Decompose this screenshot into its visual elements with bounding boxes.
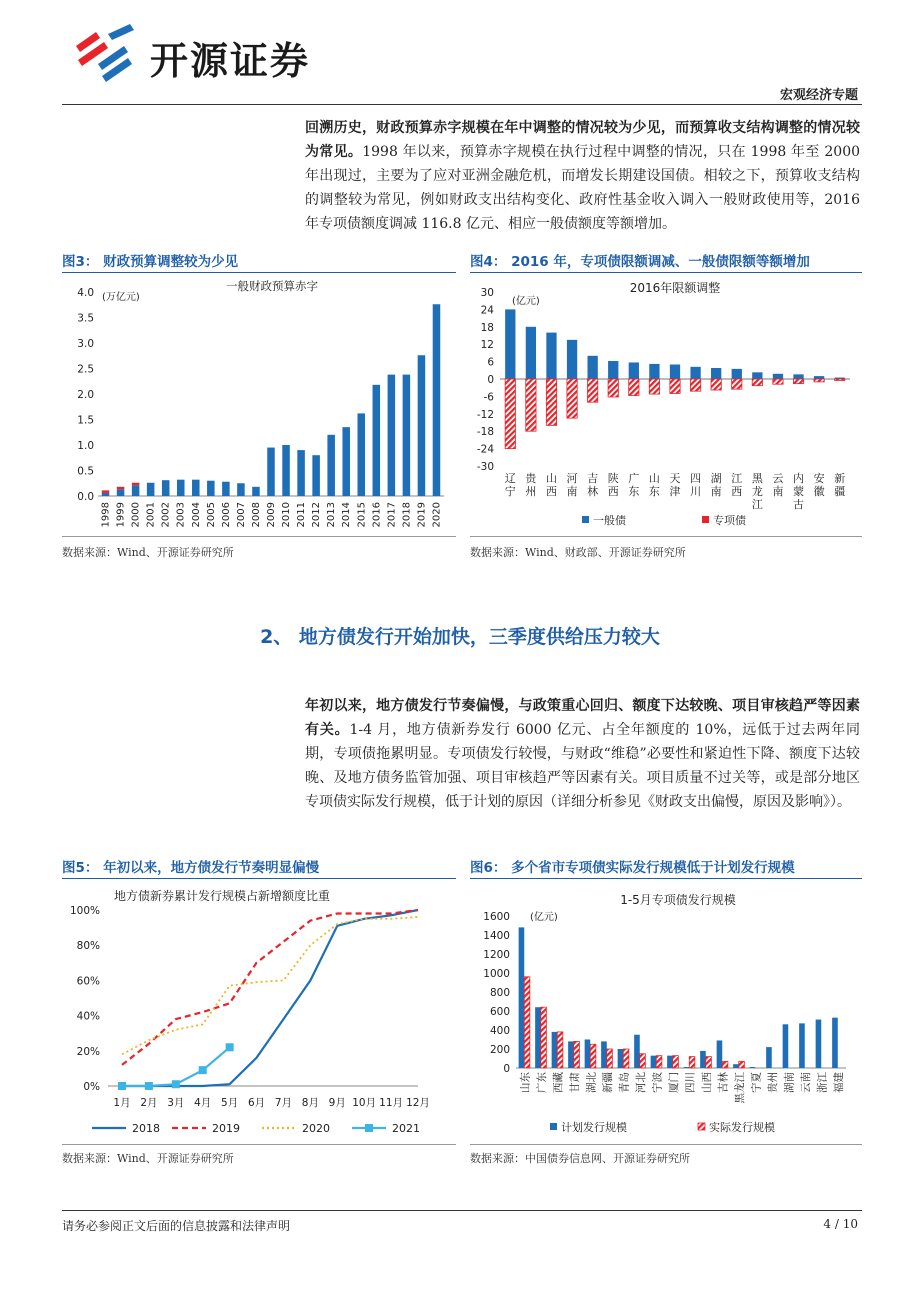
fig5-title-rule [62,878,456,879]
fig4-title-rule [470,272,862,273]
fig4-xtick: 内 [793,472,805,485]
paragraph-2-lead: 年初以来，地方债发行节奏偏慢，与政策重心回归、额度下达较晚、项目审核趋严等因素有关。 [305,698,860,738]
fig5-xtick: 12月 [406,1097,430,1109]
fig6-bar-plan [568,1041,574,1068]
fig3-bar [433,304,441,496]
fig6-bar-actual [623,1049,629,1068]
fig6-bar-plan [585,1040,591,1069]
fig3-bar [267,448,275,496]
fig3-xtick: 1999 [115,502,127,528]
fig6-xtick: 河北 [634,1072,647,1093]
fig3-bar [403,375,411,496]
fig4-bar-general [567,340,577,379]
fig4-xtick: 安 [813,472,825,485]
fig4-xtick: 四 [690,472,702,485]
fig4-xtick: 山 [648,472,660,485]
fig4-bar-special [567,379,577,418]
fig4-xtick: 新 [834,472,846,485]
fig3-xtick: 2018 [401,502,413,528]
fig4-xtick: 黑 [751,472,763,485]
fig6-ytick: 1600 [483,911,510,923]
fig4-xtick: 广 [628,472,640,485]
fig3-xtick: 2006 [220,502,232,528]
fig3-bar-adjust [117,487,125,490]
fig6-xtick: 黑龙江 [733,1072,746,1104]
fig6-legend-actual: 实际发行规模 [709,1121,775,1134]
fig5-chart [62,880,456,1142]
fig3-xtick: 2007 [235,502,247,528]
fig5-chart-title: 地方债新券累计发行规模占新增额度比重 [113,889,331,903]
fig5-xtick: 8月 [301,1097,319,1109]
fig4-xtick: 天 [669,472,681,485]
fig6-bar-actual [524,977,530,1068]
fig4-bar-special [546,379,556,425]
fig4-xtick: 川 [690,485,702,498]
fig6-ytick: 1000 [483,968,510,980]
fig3-bar [297,450,305,496]
fig6-xtick: 西藏 [552,1072,565,1093]
fig4-bar-special [649,379,659,394]
fig6-bar-plan [618,1049,624,1068]
fig4-xtick: 贵 [525,472,537,485]
fig5-xtick: 2月 [140,1097,158,1109]
fig3-xtick: 2004 [190,502,202,528]
fig5-legend-2018: 2018 [132,1122,160,1135]
fig6-bar-actual [689,1057,695,1068]
fig5-point-2021 [172,1080,180,1088]
fig3-xtick: 2002 [160,502,172,528]
fig6-xtick: 湖北 [585,1072,598,1093]
fig4-bar-general [814,376,824,379]
paragraph-2 [305,694,860,814]
fig4-ytick: -12 [476,408,494,421]
fig5-point-2021 [226,1043,234,1051]
logo-icon [68,24,138,82]
fig5-xtick: 6月 [247,1097,266,1109]
fig6-xtick: 云南 [799,1072,812,1093]
fig3-xtick: 2020 [431,502,443,528]
fig6-bar-plan [750,1067,756,1068]
fig4-xtick: 陕 [607,472,619,485]
fig3-bar-adjust [102,490,110,493]
fig4-ytick: 30 [480,287,494,299]
fig3-xtick: 2010 [281,502,293,528]
fig6-xtick: 湖南 [783,1072,796,1093]
footer-disclaimer: 请务必参阅正文后面的信息披露和法律声明 [62,1219,291,1233]
fig5-ytick: 40% [76,1010,100,1023]
fig3-bar [342,427,350,496]
fig3-bar [132,485,140,496]
fig3-xtick: 2013 [326,502,338,528]
fig3-bar [327,435,335,496]
fig3-chart [62,276,456,534]
company-logo [68,24,138,82]
fig6-xtick: 甘肃 [568,1072,581,1093]
fig4-xtick: 江 [751,498,763,511]
fig3-bar [358,413,366,496]
company-name: 开源证券 [150,39,311,83]
fig5-ytick: 20% [76,1045,100,1058]
fig6-bar-actual [541,1007,547,1068]
fig6-ytick: 400 [489,1025,510,1037]
fig3-bar [102,493,110,496]
fig4-bar-special [670,379,680,394]
fig4-legend-special: 专项债 [713,514,746,527]
fig3-bar [207,481,215,496]
fig4-bar-special [608,379,618,397]
fig3-bar [117,489,125,496]
fig6-bar-actual [574,1041,580,1068]
fig4-xtick: 南 [566,485,578,498]
fig4-bar-special [732,379,742,389]
fig5-point-2021 [118,1082,126,1090]
fig3-bar [192,480,200,496]
fig3-source: 数据来源：Wind、开源证券研究所 [62,546,234,559]
fig4-xtick: 西 [731,485,743,498]
fig3-ytick: 0.0 [77,491,94,503]
fig4-xtick: 津 [669,485,681,498]
fig4-ytick: 0 [487,374,494,386]
fig6-ytick: 200 [489,1044,510,1056]
fig3-xtick: 2011 [296,502,308,528]
fig4-xtick: 吉 [587,472,599,485]
fig3-xtick: 2003 [175,502,187,528]
fig4-bar-special [814,379,824,382]
fig5-point-2021 [199,1066,207,1074]
fig3-xtick: 2001 [145,502,157,528]
fig4-legend-special-swatch [702,516,709,523]
fig5-source: 数据来源：Wind、开源证券研究所 [62,1152,234,1165]
fig6-xtick: 厦门 [667,1072,680,1093]
fig4-bar-general [588,356,598,379]
fig6-bar-plan [601,1041,607,1068]
fig3-chart-title: 一般财政预算赤字 [226,279,318,293]
fig4-bar-general [649,364,659,379]
fig3-xtick: 2017 [386,502,398,528]
fig3-ytick: 1.0 [77,440,94,452]
fig5-source-rule [62,1144,456,1145]
fig4-xtick: 州 [525,485,537,498]
fig6-bar-actual [590,1044,596,1068]
fig6-xtick: 山东 [519,1072,532,1093]
fig5-series-2021 [122,1047,230,1086]
fig4-xtick: 湖 [710,472,722,485]
fig3-bar [418,355,426,496]
paragraph-1-body: 1998 年以来，预算赤字规模在执行过程中调整的情况，只在 1998 年至 2000 年出现过，主要为了应对亚洲金融危机，而增发长期建设国债。相较之下，预算收支结构的调整较为常见，例如财政支出结构变化、政府性基金收入调入一般财政使用等，2016 年专项债额度调减 116.8 亿元、相应一般债额度等额增加。 [305,144,861,232]
fig4-bar-general [670,365,680,380]
fig3-bar [373,385,381,496]
fig5-series-2019 [122,910,418,1065]
fig4-ytick: 24 [480,304,494,317]
fig3-bar [312,455,320,496]
fig6-chart [470,880,862,1142]
fig6-title-rule [470,878,862,879]
fig4-ytick: -30 [476,461,494,473]
fig6-bar-actual [739,1061,745,1068]
fig4-xtick: 西 [545,485,557,498]
fig4-xtick: 河 [566,472,578,485]
fig4-bar-special [526,379,536,431]
fig6-bar-plan [832,1018,838,1068]
fig4-xtick: 南 [710,485,722,498]
fig4-bar-general [505,309,515,379]
fig4-bar-general [711,368,721,379]
fig6-bar-plan [667,1056,673,1068]
fig5-series-2018 [122,910,418,1086]
fig4-bar-general [793,374,803,379]
fig4-bar-general [752,372,762,379]
fig6-ytick: 600 [489,1006,510,1018]
fig6-ytick: 1200 [483,949,510,961]
fig6-xtick: 吉林 [717,1072,730,1093]
fig6-bar-plan [733,1064,739,1068]
fig5-legend-2019: 2019 [212,1122,240,1135]
fig5-xtick: 1月 [113,1097,131,1109]
fig3-xtick: 2012 [311,502,323,528]
fig5-xtick: 3月 [167,1097,185,1109]
fig4-bar-general [773,374,783,379]
fig4-bar-special [505,379,515,449]
fig4-xtick: 古 [793,498,805,511]
section-2-heading: 2、 地方债发行开始加快，三季度供给压力较大 [260,626,660,648]
fig4-source: 数据来源：Wind、财政部、开源证券研究所 [470,546,686,559]
fig5-point-2021 [145,1082,153,1090]
paragraph-2-body: 1-4 月，地方债新券发行 6000 亿元、占全年额度的 10%，远低于过去两年同期，专项债拖累明显。专项债发行较慢，与财政“维稳”必要性和紧迫性下降、额度下达较晚、及地方债务监管加强、项目审核趋严等因素有关。项目质量不过关等，或是部分地区专项债实际发行规模，低于计划的原因（详细分析参见《财政支出偏慢，原因及影响》）。 [305,722,861,810]
fig3-bar [177,480,185,496]
fig3-xtick: 2009 [266,502,277,528]
fig4-xtick: 云 [772,472,784,485]
fig4-legend-general: 一般债 [593,514,626,527]
fig6-bar-actual [706,1057,712,1068]
fig6-bar-plan [783,1024,789,1068]
fig6-xtick: 新疆 [601,1072,614,1093]
fig3-source-rule [62,536,456,537]
fig4-bar-special [711,379,721,390]
fig6-xtick: 浙江 [816,1072,829,1093]
fig6-xtick: 山西 [700,1072,713,1093]
fig5-ytick: 60% [76,975,100,988]
fig6-chart-title: 1-5月专项债发行规模 [620,893,736,907]
fig3-ytick: 3.0 [77,338,94,350]
fig6-ytick: 1400 [483,930,510,942]
fig6-bar-plan [700,1051,706,1068]
fig5-xtick: 10月 [352,1097,377,1109]
fig4-xtick: 宁 [504,485,516,498]
fig3-xtick: 2019 [416,502,428,528]
fig3-title: 图3： 财政预算调整较为少见 [62,254,239,270]
fig3-bar-adjust [132,483,140,486]
fig3-ytick: 0.5 [77,465,94,478]
fig4-ytick: -18 [476,426,494,439]
fig4-bar-special [752,379,762,386]
fig6-bar-plan [552,1032,558,1068]
fig6-bar-plan [717,1040,723,1068]
fig6-xtick: 贵州 [766,1072,779,1093]
fig4-xtick: 辽 [504,472,516,485]
fig5-ytick: 0% [83,1081,100,1093]
fig6-bar-plan [799,1023,805,1068]
fig5-xtick: 7月 [274,1097,293,1109]
fig4-bar-special [773,379,783,384]
header-divider [62,104,862,105]
fig6-bar-plan [535,1007,541,1068]
fig3-xtick: 2005 [205,502,217,528]
fig4-source-rule [470,536,862,537]
fig6-legend-plan-swatch [550,1123,557,1130]
fig6-bar-plan [634,1035,640,1068]
fig3-xtick: 1998 [100,502,112,528]
fig6-bar-plan [519,927,525,1068]
fig6-legend-actual-swatch [698,1123,705,1130]
fig4-ytick: -24 [476,443,494,456]
fig4-chart-title: 2016年限额调整 [629,281,721,295]
fig4-xtick: 疆 [834,485,846,498]
fig5-ytick: 80% [76,940,100,953]
fig5-legend-2020: 2020 [302,1122,330,1135]
fig3-xtick: 2014 [341,502,353,528]
fig4-xtick: 南 [772,485,784,498]
fig3-ytick: 4.0 [77,287,94,299]
fig3-xtick: 2015 [356,502,368,528]
fig6-legend-plan: 计划发行规模 [561,1121,627,1134]
fig5-series-2020 [122,917,418,1054]
fig6-unit-label: (亿元) [530,912,558,923]
fig5-title: 图5： 年初以来，地方债发行节奏明显偏慢 [62,860,320,876]
fig6-bar-actual [640,1054,646,1068]
fig6-bar-actual [673,1056,679,1068]
fig3-unit-label: (万亿元) [102,292,140,303]
fig4-chart [470,276,862,534]
fig4-bar-general [629,362,639,379]
fig4-ytick: 12 [480,339,494,352]
fig3-bar [222,482,230,496]
fig4-ytick: 18 [480,321,494,334]
fig3-ytick: 2.5 [77,363,94,376]
fig6-title: 图6： 多个省市专项债实际发行规模低于计划发行规模 [470,860,795,876]
fig3-bar [162,480,170,496]
fig6-xtick: 青岛 [618,1072,631,1093]
fig3-bar [252,487,260,496]
fig6-bar-actual [557,1032,563,1068]
fig4-bar-special [835,379,845,380]
fig6-bar-plan [766,1047,772,1068]
fig6-ytick: 0 [503,1063,510,1075]
fig4-ytick: -6 [483,391,494,404]
fig6-bar-actual [607,1049,613,1068]
paragraph-1 [305,116,860,236]
fig6-bar-actual [656,1056,662,1068]
fig4-xtick: 东 [648,485,660,498]
page-number: 4 / 10 [823,1217,858,1231]
fig3-bar [237,483,245,496]
fig3-xtick: 2016 [371,502,383,528]
fig4-xtick: 龙 [751,485,763,498]
fig3-ytick: 3.5 [77,312,94,325]
fig5-xtick: 9月 [328,1097,346,1109]
fig6-bar-plan [816,1020,822,1068]
fig6-xtick: 宁波 [651,1072,664,1093]
fig4-xtick: 江 [731,472,743,485]
fig5-xtick: 5月 [221,1097,239,1109]
fig4-xtick: 西 [607,485,619,498]
fig4-xtick: 徽 [813,485,825,498]
fig5-xtick: 4月 [194,1097,212,1109]
fig4-bar-special [793,379,803,384]
fig5-legend-marker [365,1124,373,1132]
paragraph-1-lead: 回溯历史，财政预算赤字规模在年中调整的情况较为少见，而预算收支结构调整的情况较为常见。 [305,120,860,160]
fig6-xtick: 福建 [832,1072,845,1093]
fig6-source-rule [470,1144,862,1145]
fig4-bar-general [690,367,700,379]
fig3-bar [388,375,396,496]
fig3-bar [282,445,290,496]
fig6-bar-actual [722,1061,728,1068]
fig4-ytick: 6 [487,356,494,369]
fig6-xtick: 四川 [684,1072,697,1093]
fig4-xtick: 东 [628,485,640,498]
fig6-bar-plan [684,1067,690,1068]
fig3-ytick: 2.0 [77,389,94,401]
fig3-xtick: 2000 [130,502,142,528]
fig5-xtick: 11月 [379,1097,404,1109]
fig4-xtick: 山 [545,472,557,485]
fig4-bar-special [588,379,598,402]
fig6-source: 数据来源：中国债券信息网、开源证券研究所 [470,1152,690,1165]
fig5-ytick: 100% [69,905,100,917]
fig4-bar-special [629,379,639,396]
section-tag: 宏观经济专题 [779,88,858,103]
fig4-bar-special [690,379,700,391]
fig4-legend-general-swatch [582,516,589,523]
footer-divider [62,1210,862,1211]
fig4-unit-label: (亿元) [512,296,540,307]
fig4-bar-general [526,327,536,379]
fig3-title-rule [62,272,456,273]
fig3-xtick: 2008 [250,502,262,528]
fig4-xtick: 林 [587,485,599,498]
fig3-bar [147,483,155,496]
fig5-legend-2021: 2021 [392,1122,420,1135]
fig4-xtick: 蒙 [793,485,805,498]
fig4-title: 图4： 2016 年，专项债限额调减、一般债限额等额增加 [470,254,810,270]
fig3-ytick: 1.5 [77,414,94,427]
fig6-ytick: 800 [489,987,510,999]
fig6-xtick: 广东 [535,1072,548,1093]
fig4-bar-general [608,361,618,379]
fig4-bar-general [546,333,556,379]
fig6-xtick: 宁夏 [750,1072,763,1093]
fig6-bar-plan [651,1056,657,1068]
fig4-bar-general [732,369,742,379]
